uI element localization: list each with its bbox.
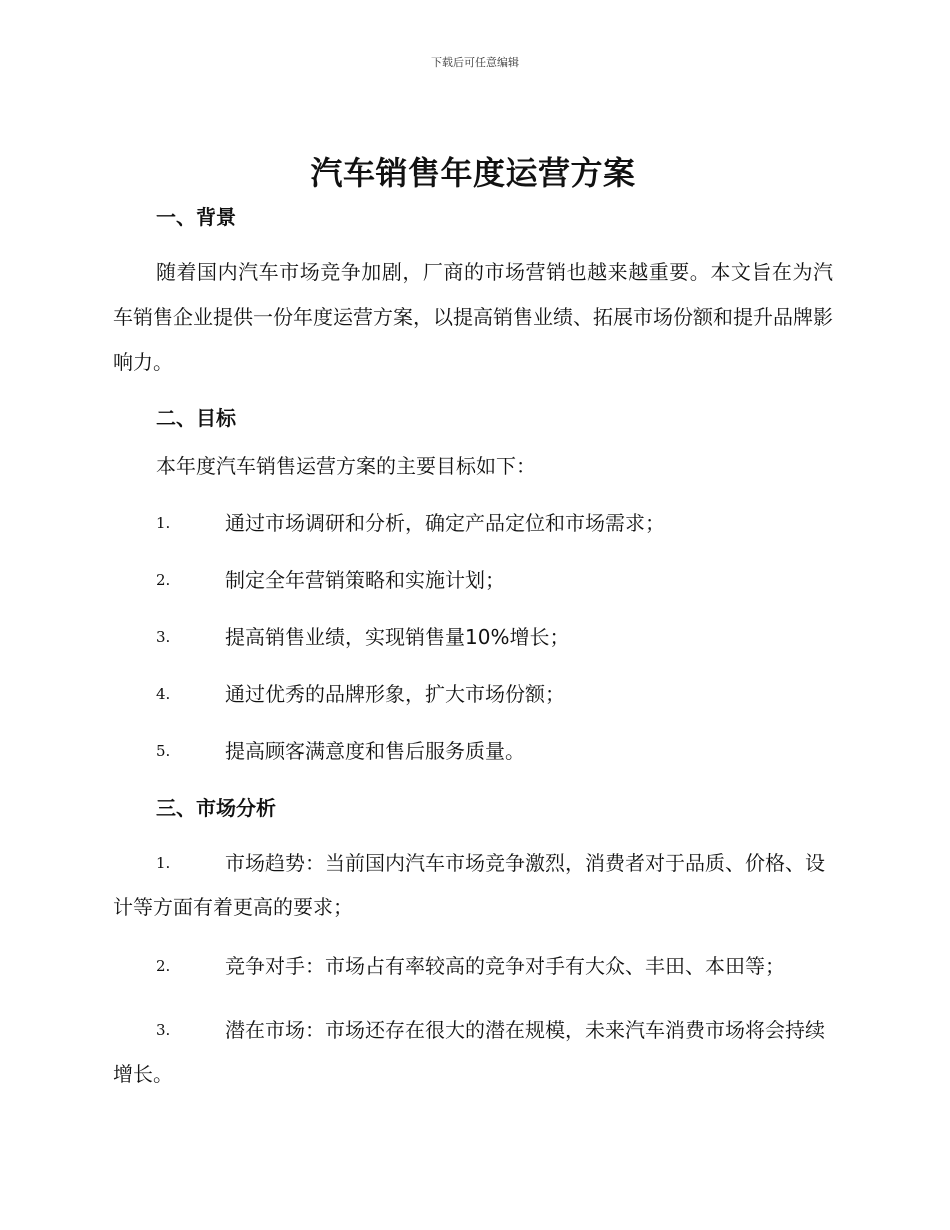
market-number: 2. [156, 957, 171, 975]
goal-item [113, 622, 833, 652]
market-item [113, 1008, 833, 1096]
goal-item [113, 679, 833, 709]
goal-text: 提高顾客满意度和售后服务质量。 [225, 739, 525, 763]
goal-number: 2. [156, 571, 171, 589]
goal-number: 5. [156, 742, 171, 760]
goal-text: 通过优秀的品牌形象，扩大市场份额； [225, 682, 565, 706]
header-note: 下载后可任意编辑 [431, 56, 519, 69]
market-text: 竞争对手：市场占有率较高的竞争对手有大众、丰田、本田等； [225, 954, 785, 978]
market-text: 潜在市场：市场还存在很大的潜在规模，未来汽车消费市场将会持续增长。 [113, 1018, 825, 1086]
goals-intro: 本年度汽车销售运营方案的主要目标如下： [156, 454, 536, 478]
goal-number: 4. [156, 685, 171, 703]
goal-number: 1. [156, 514, 171, 532]
section-heading-goals: 二、目标 [156, 406, 236, 430]
goal-text: 通过市场调研和分析，确定产品定位和市场需求； [225, 511, 665, 535]
goal-text: 制定全年营销策略和实施计划； [225, 568, 505, 592]
market-number: 3. [156, 1021, 171, 1039]
goal-text: 提高销售业绩，实现销售量10%增长； [225, 625, 570, 649]
market-text: 市场趋势：当前国内汽车市场竞争激烈，消费者对于品质、价格、设计等方面有着更高的要求； [113, 851, 825, 919]
goal-item [113, 736, 833, 766]
goal-number: 3. [156, 628, 171, 646]
section-heading-market: 三、市场分析 [156, 796, 276, 820]
market-item [113, 841, 833, 929]
document-title: 汽车销售年度运营方案 [310, 154, 636, 192]
goal-item [113, 508, 833, 538]
market-number: 1. [156, 854, 171, 872]
goal-item [113, 565, 833, 595]
document-content [113, 150, 833, 1118]
market-item [113, 951, 833, 981]
background-paragraph: 随着国内汽车市场竞争加剧，厂商的市场营销也越来越重要。本文旨在为汽车销售企业提供一份年度运营方案，以提高销售业绩、拓展市场份额和提升品牌影响力。 [113, 260, 833, 374]
section-heading-background: 一、背景 [156, 205, 236, 229]
